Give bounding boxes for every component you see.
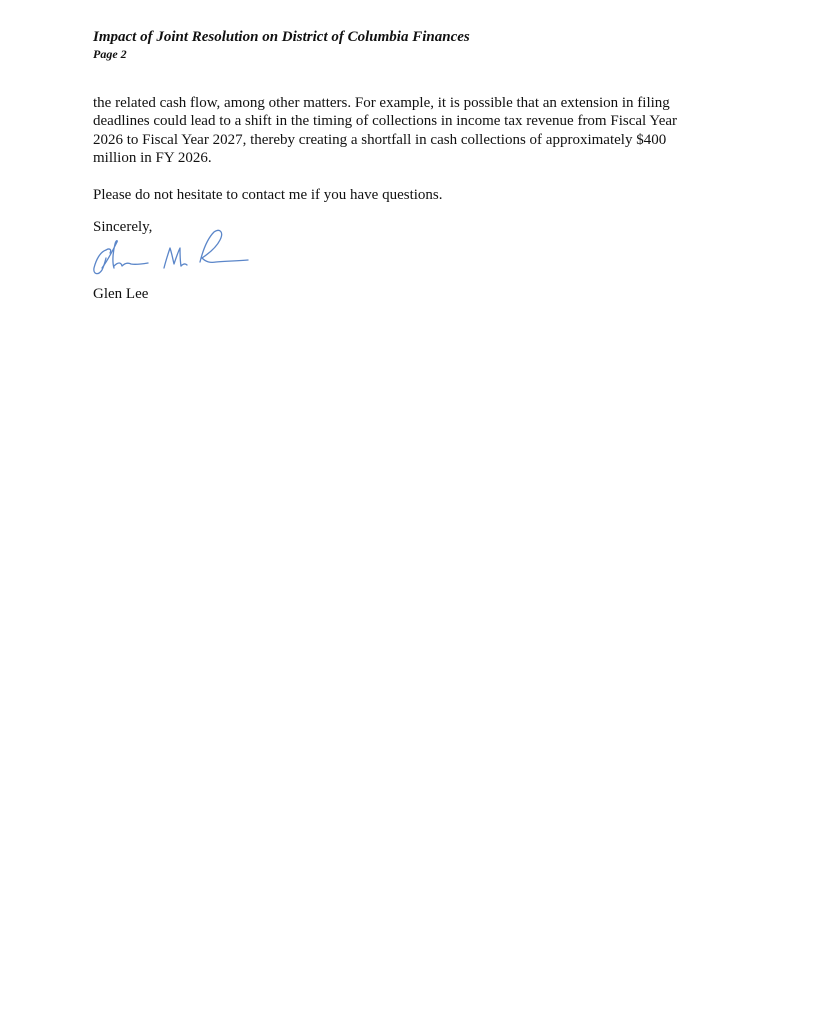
- closing-paragraph: Please do not hesitate to contact me if you have questions.: [93, 187, 443, 203]
- paragraph-line: 2026 to Fiscal Year 2027, thereby creating a shortfall in cash collections of approximately $400: [93, 131, 667, 148]
- paragraph-line: deadlines could lead to a shift in the timing of collections in income tax revenue from Fiscal Year: [93, 113, 678, 130]
- body-paragraph: [93, 94, 733, 167]
- salutation: Sincerely,: [93, 219, 153, 235]
- paragraph-line: million in FY 2026.: [93, 149, 212, 166]
- paragraph-line: the related cash flow, among other matters. For example, it is possible that an extension in filing: [93, 95, 670, 111]
- header-page-number: Page 2: [93, 47, 127, 61]
- handwritten-signature: [84, 218, 259, 280]
- page-header: [93, 28, 470, 62]
- signer-name: Glen Lee: [93, 286, 149, 302]
- header-title: Impact of Joint Resolution on District of Columbia Finances: [93, 29, 470, 45]
